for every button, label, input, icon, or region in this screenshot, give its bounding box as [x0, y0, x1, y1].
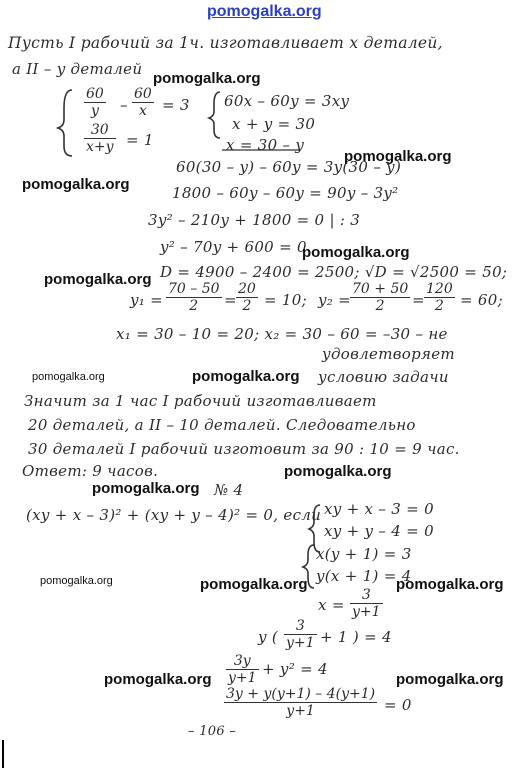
- y-expression-fraction: $\frac{3}{y+1}$: [286, 618, 315, 651]
- x-values-note: удовлетворяет: [322, 345, 455, 363]
- equation-2: 1800 – 60y – 60y = 90y – 3y²: [172, 184, 399, 202]
- y1-fraction-2: $\frac{20}{2}$: [238, 281, 256, 314]
- watermark[interactable]: pomogalka.org: [396, 671, 504, 688]
- watermark[interactable]: pomogalka.org: [192, 368, 300, 385]
- watermark[interactable]: pomogalka.org: [200, 576, 308, 593]
- watermark[interactable]: pomogalka.org: [302, 244, 410, 261]
- system-a-rhs: = 3: [162, 96, 190, 114]
- problem2-number: № 4: [214, 481, 244, 499]
- answer-line-3: 30 деталей I рабочий изготовит за 90 : 10 = 9 час.: [28, 440, 460, 458]
- final-fraction: $\frac{3y + y(y+1) - 4(y+1)}{y+1}$: [226, 686, 376, 719]
- system2-b: x + y = 30: [232, 115, 316, 133]
- problem1-line1: Пусть I рабочий за 1ч. изготавливает x деталей,: [8, 34, 443, 52]
- watermark[interactable]: pomogalka.org: [153, 70, 261, 87]
- y2-fraction-2: $\frac{120}{2}$: [426, 281, 453, 314]
- y-expression-pre: y (: [258, 628, 278, 646]
- y-expression-post: + 1 ) = 4: [320, 628, 392, 646]
- watermark-top[interactable]: pomogalka.org: [207, 3, 322, 20]
- y2-equals: =: [412, 291, 425, 309]
- problem2-given: (xy + x – 3)² + (xy + y – 4)² = 0, если: [26, 506, 322, 524]
- minus-sign: –: [120, 96, 128, 114]
- problem2-system2-a: x(y + 1) = 3: [316, 545, 412, 563]
- answer-final: Ответ: 9 часов.: [22, 462, 159, 480]
- watermark-small[interactable]: pomogalka.org: [40, 575, 113, 587]
- problem2-system-a: xy + x – 3 = 0: [324, 500, 434, 518]
- watermark[interactable]: pomogalka.org: [344, 148, 452, 165]
- y1-equals: =: [224, 291, 237, 309]
- answer-line-2: 20 деталей, а II – 10 деталей. Следовательно: [28, 416, 416, 434]
- problem2-system2-b: y(x + 1) = 4: [316, 567, 412, 585]
- fraction-30-xy: $\frac{30}{x+y}$: [86, 122, 114, 155]
- watermark[interactable]: pomogalka.org: [22, 176, 130, 193]
- watermark[interactable]: pomogalka.org: [104, 671, 212, 688]
- sum-rest: + y² = 4: [262, 660, 328, 678]
- y2-label: y₂ =: [318, 291, 352, 309]
- y2-fraction: $\frac{70 + 50}{2}$: [352, 281, 409, 314]
- answer-line-1: Значит за 1 час I рабочий изготавливает: [24, 392, 377, 410]
- final-rhs: = 0: [384, 696, 412, 714]
- system-b-rhs: = 1: [126, 131, 154, 149]
- equation-1: 60(30 – y) – 60y = 3y(30 – y): [176, 158, 402, 176]
- x-values: x₁ = 30 – 10 = 20; x₂ = 30 – 60 = –30 – не: [116, 325, 448, 343]
- watermark[interactable]: pomogalka.org: [396, 576, 504, 593]
- x-expression-fraction: $\frac{3}{y+1}$: [352, 587, 381, 620]
- x-values-note-2: условию задачи: [318, 368, 449, 386]
- watermark[interactable]: pomogalka.org: [284, 463, 392, 480]
- system2-a: 60x – 60y = 3xy: [224, 92, 350, 110]
- y1-label: y₁ =: [130, 291, 164, 309]
- fraction-60-x: $\frac{60}{x}$: [134, 86, 152, 119]
- x-expression-label: x =: [318, 596, 345, 614]
- y1-value: = 10;: [264, 291, 307, 309]
- watermark[interactable]: pomogalka.org: [44, 271, 152, 288]
- fraction-60-y: $\frac{60}{y}$: [86, 86, 104, 119]
- substitution: x = 30 – y: [226, 136, 305, 154]
- page-number: – 106 –: [188, 724, 237, 739]
- problem2-system-b: xy + y – 4 = 0: [324, 522, 434, 540]
- watermark[interactable]: pomogalka.org: [92, 480, 200, 497]
- sum-fraction: $\frac{3y}{y+1}$: [228, 653, 257, 686]
- y2-value: = 60;: [460, 291, 503, 309]
- equation-3: 3y² – 210y + 1800 = 0 | : 3: [148, 211, 361, 229]
- y1-fraction: $\frac{70 - 50}{2}$: [168, 281, 220, 314]
- discriminant: D = 4900 – 2400 = 2500; √D = √2500 = 50;: [160, 263, 508, 281]
- equation-4: y² – 70y + 600 = 0: [160, 238, 307, 256]
- watermark-small[interactable]: pomogalka.org: [32, 371, 105, 383]
- problem1-line2: а II – y деталей: [12, 60, 143, 78]
